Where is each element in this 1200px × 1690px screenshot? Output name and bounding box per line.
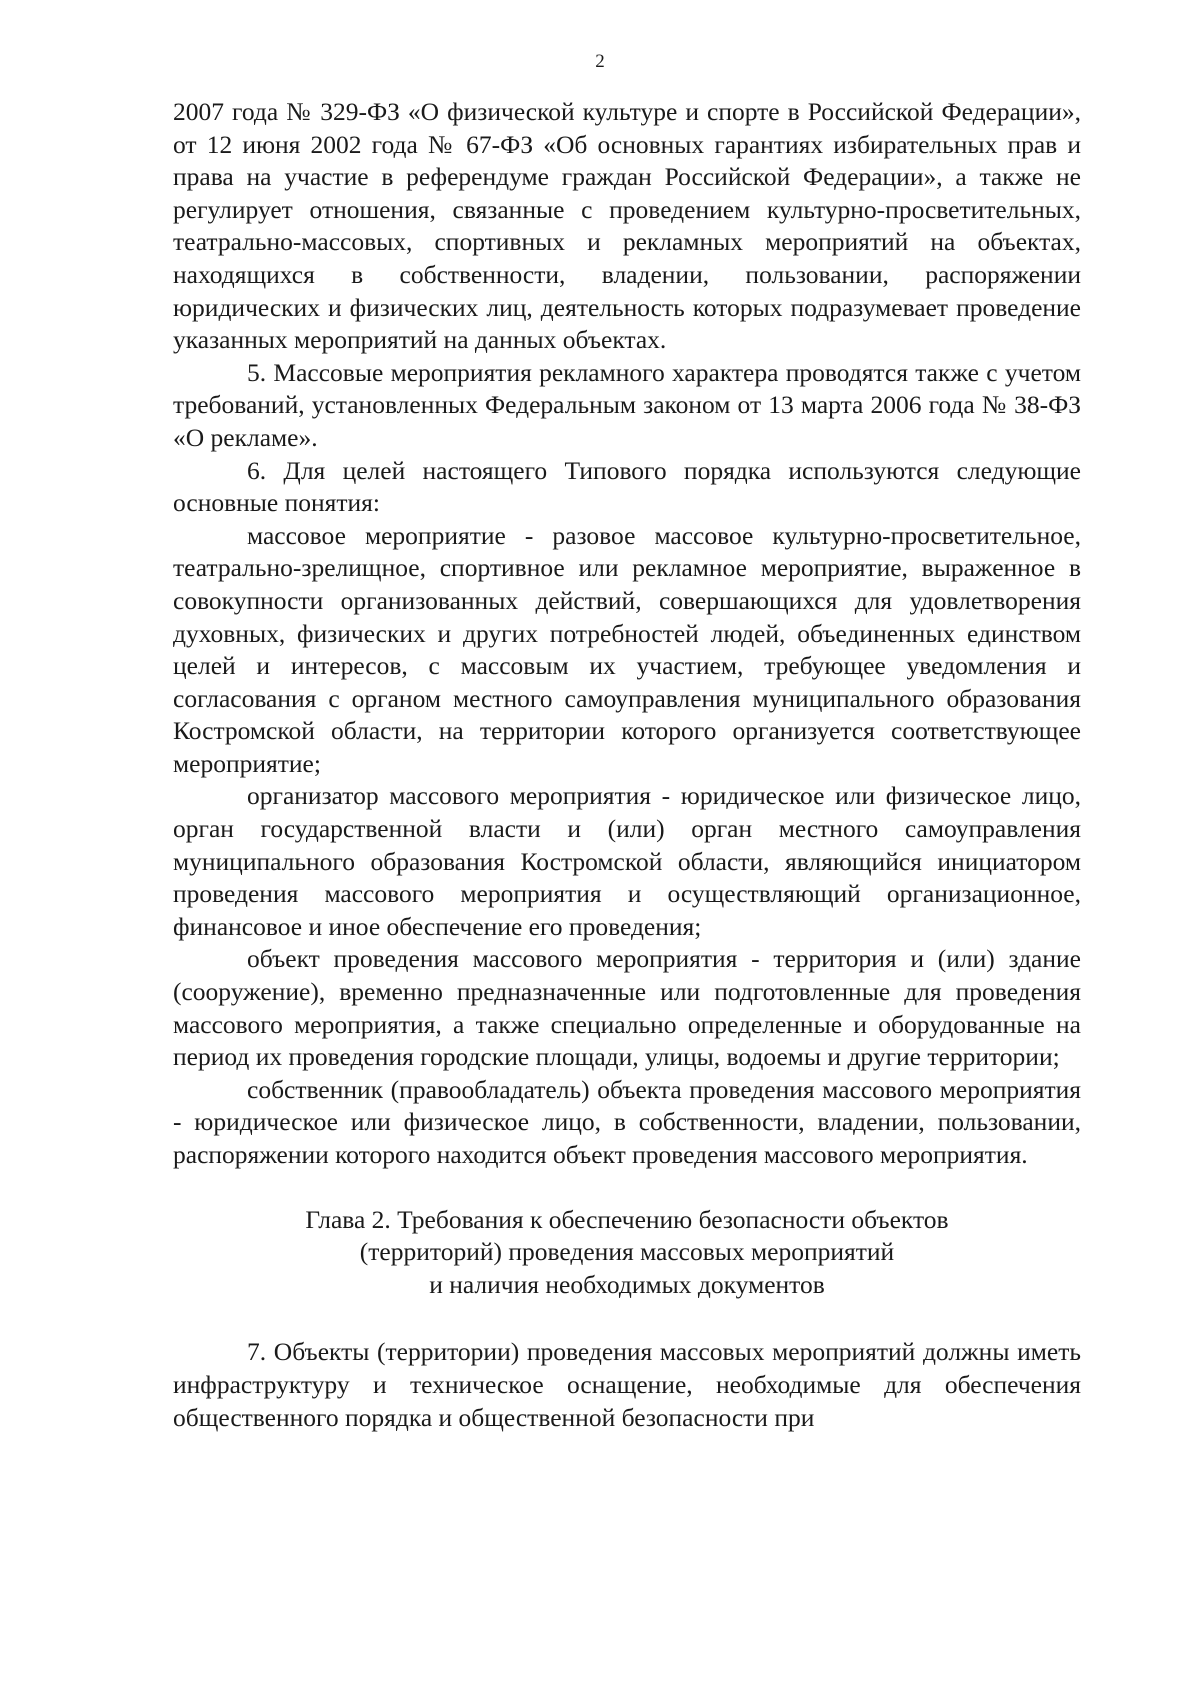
page-number: 2 — [595, 51, 605, 72]
definition-organizer: организатор массового мероприятия - юридическое или физическое лицо, орган государственной власти и (или) орган местного самоуправления муниципального образования Костромской области, являющийся инициатором проведения массового мероприятия и осуществляющий организационное, финансовое и иное обеспечение его проведения; — [173, 781, 1081, 941]
definition-event-object: объект проведения массового мероприятия - территория и (или) здание (сооружение), временно предназначенные или подготовленные для проведения массового мероприятия, а также специально определенные и оборудованные на период их проведения городские площади, улицы, водоемы и другие территории; — [173, 944, 1081, 1072]
chapter-heading-line: и наличия необходимых документов — [429, 1269, 825, 1299]
definition-mass-event: массовое мероприятие - разовое массовое культурно-просветительное, театрально-зрелищное, спортивное или рекламное мероприятие, выраженное в совокупности организованных действий, совершающихся для удовлетворения духовных, физических и других потребностей людей, объединенных единством целей и интересов, с массовым их участием, требующее уведомления и согласования с органом местного самоуправления муниципального образования Костромской области, на территории которого организуется соответствующее мероприятие; — [173, 520, 1081, 778]
paragraph-item-6: 6. Для целей настоящего Типового порядка используются следующие основные понятия: — [173, 455, 1081, 518]
chapter-heading-line: Глава 2. Требования к обеспечению безопасности объектов — [305, 1204, 949, 1234]
paragraph-item-5: 5. Массовые мероприятия рекламного характера проводятся также с учетом требований, установленных Федеральным законом от 13 марта 2006 года № 38-ФЗ «О рекламе». — [173, 357, 1081, 452]
paragraph-item-7: 7. Объекты (территории) проведения массовых мероприятий должны иметь инфраструктуру и техническое оснащение, необходимые для обеспечения общественного порядка и общественной безопасности при — [173, 1337, 1081, 1432]
chapter-heading — [173, 1204, 1081, 1302]
paragraph-continuation: 2007 года № 329-ФЗ «О физической культуре и спорте в Российской Федерации», от 12 июня 2002 года № 67-ФЗ «Об основных гарантиях избирательных прав и права на участие в референдуме граждан Российской Федерации», а также не регулирует отношения, связанные с проведением культурно-просветительных, театрально-массовых, спортивных и рекламных мероприятий на объектах, находящихся в собственности, владении, пользовании, распоряжении юридических и физических лиц, деятельность которых подразумевает проведение указанных мероприятий на данных объектах. — [173, 97, 1081, 355]
document-body — [173, 96, 1081, 1434]
chapter-heading-line: (территорий) проведения массовых мероприятий — [359, 1237, 895, 1267]
definition-owner: собственник (правообладатель) объекта проведения массового мероприятия - юридическое или физическое лицо, в собственности, владении, пользовании, распоряжении которого находится объект проведения массового мероприятия. — [173, 1074, 1081, 1169]
